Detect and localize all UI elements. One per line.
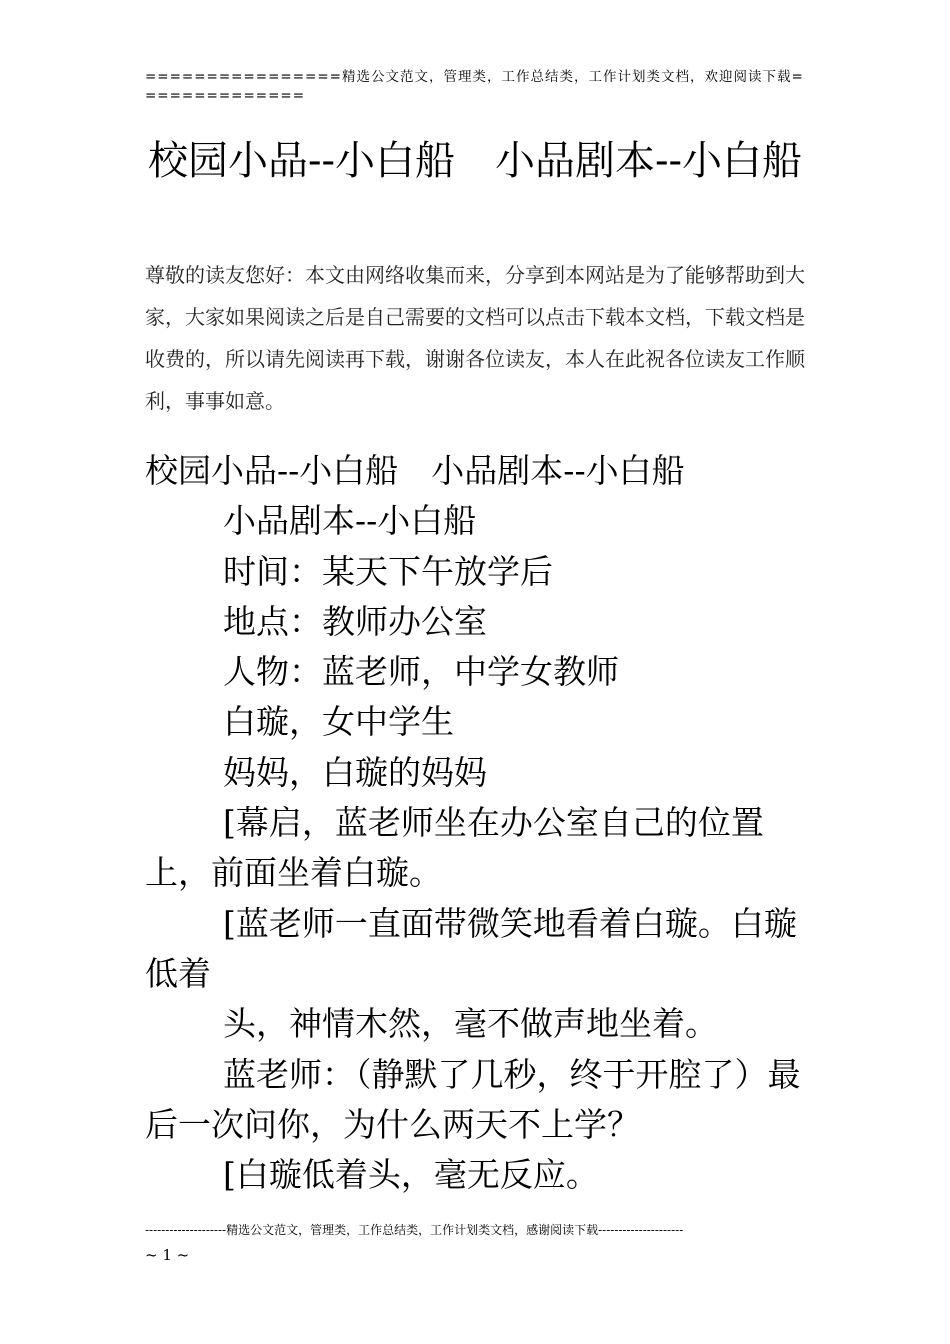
script-characters: 人物：蓝老师，中学女教师 (223, 652, 619, 692)
body-heading: 校园小品--小白船 小品剧本--小白船 (145, 451, 685, 490)
stage-direction: [蓝老师一直面带微笑地看着白璇。白璇低着 (145, 903, 797, 993)
reader-notice: 尊敬的读友您好：本文由网络收集而来，分享到本网站是为了能够帮助到大家，大家如果阅读之后是自己需要的文档可以点击下载本文档，下载文档是收费的，所以请先阅读再下载，谢谢各位读友，本人在此祝各位读友工作顺利，事事如意。 (145, 263, 805, 413)
stage-direction: 头，神情木然，毫不做声地坐着。 (223, 1004, 718, 1044)
dialogue-line: 蓝老师：（静默了几秒，终于开腔了）最后一次问你，为什么两天不上学？ (145, 1054, 801, 1144)
document-body (145, 446, 810, 1200)
document-title: 校园小品--小白船 小品剧本--小白船 (147, 138, 803, 184)
script-time: 时间：某天下午放学后 (223, 551, 553, 591)
page-header: ================精选公文范文，管理类，工作总结类，工作计划类文档，欢迎阅读下载============== (145, 69, 804, 104)
page-number: ~ 1 ~ (145, 1246, 190, 1264)
stage-direction: [幕启，蓝老师坐在办公室自己的位置上，前面坐着白璇。 (145, 803, 764, 893)
script-title: 小品剧本--小白船 (223, 501, 477, 541)
script-place: 地点：教师办公室 (223, 601, 487, 641)
stage-direction: [白璇低着头，毫无反应。 (223, 1155, 599, 1195)
page-footer: --------------------精选公文范文，管理类，工作总结类，工作计划类文档，感谢阅读下载--------------------- (145, 1223, 684, 1237)
script-character: 白璇，女中学生 (223, 702, 454, 742)
script-character: 妈妈，白璇的妈妈 (223, 752, 487, 792)
